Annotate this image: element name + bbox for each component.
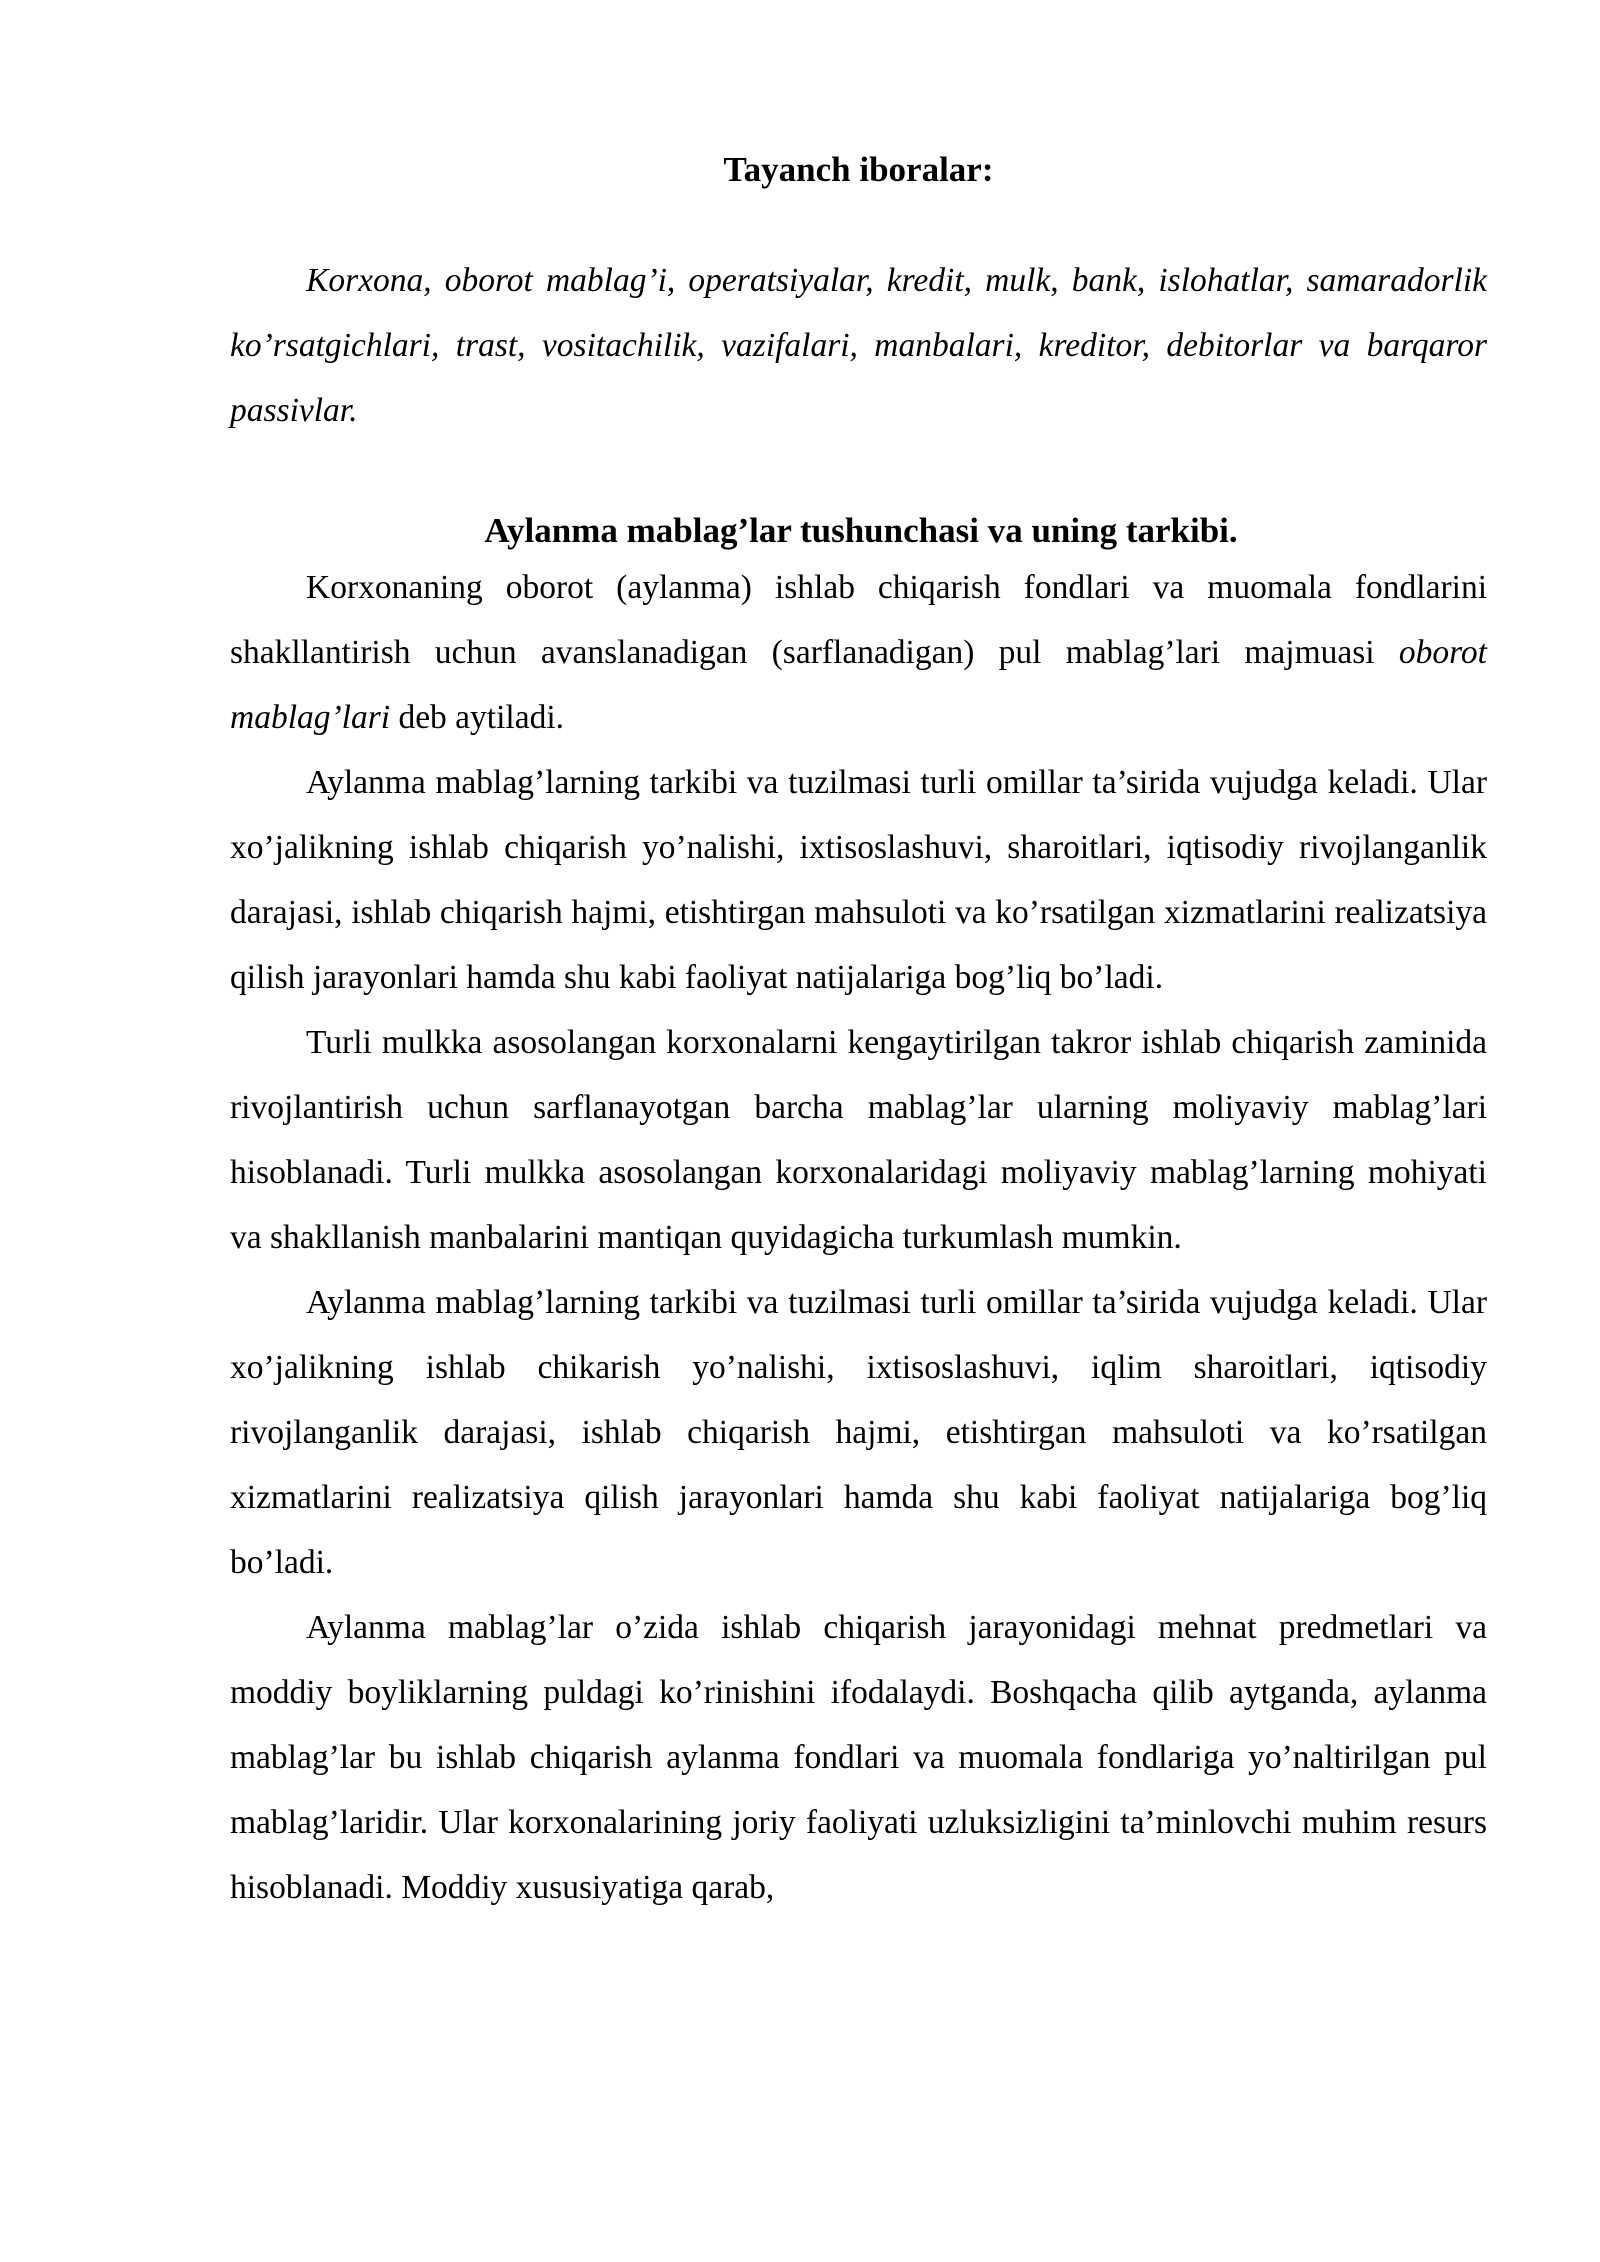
defined-term: oborot mablag’lari bbox=[230, 634, 1487, 736]
paragraph-structure-repeat: Aylanma mablag’larning tarkibi va tuzilmasi turli omillar ta’sirida vujudga keladi. Ular xo’jalikning ishlab chikarish yo’nalishi, ixtisoslashuvi, iqlim sharoitlari, iqtisodiy rivojlanganlik darajasi, ishlab chiqarish hajmi, etishtirgan mahsuloti va ko’rsatilgan xizmatlarini realizatsiya qilish jarayonlari hamda shu kabi faoliyat natijalariga bog’liq bo’ladi. bbox=[230, 1284, 1487, 1581]
paragraph-structure: Aylanma mablag’larning tarkibi va tuzilmasi turli omillar ta’sirida vujudga keladi. Ular xo’jalikning ishlab chiqarish yo’nalishi, ixtisoslashuvi, sharoitlari, iqtisodiy rivojlanganlik darajasi, ishlab chiqarish hajmi, etishtirgan mahsuloti va ko’rsatilgan xizmatlarini realizatsiya qilish jarayonlari hamda shu kabi faoliyat natijalariga bog’liq bo’ladi. bbox=[230, 764, 1487, 996]
paragraph-definition-end: deb aytiladi. bbox=[390, 699, 565, 736]
page-title: Tayanch iboralar: bbox=[723, 150, 994, 189]
keywords-paragraph: Korxona, oborot mablag’i, operatsiyalar, kredit, mulk, bank, islohatlar, samaradorlik ko’rsatgichlari, trast, vositachilik, vazifalari, manbalari, kreditor, debitorlar va barqaror passivlar. bbox=[230, 262, 1487, 429]
paragraph-working-capital: Aylanma mablag’lar o’zida ishlab chiqarish jarayonidagi mehnat predmetlari va moddiy boyliklarning puldagi ko’rinishini ifodalaydi. Boshqacha qilib aytganda, aylanma mablag’lar bu ishlab chiqarish aylanma fondlari va muomala fondlariga yo’naltirilgan pul mablag’laridir. Ular korxonalarining joriy faoliyati uzluksizligini ta’minlovchi muhim resurs hisoblanadi. Moddiy xususiyatiga qarab, bbox=[230, 1609, 1487, 1906]
section-heading: Aylanma mablag’lar tushunchasi va uning tarkibi. bbox=[484, 511, 1238, 550]
paragraph-financial-resources: Turli mulkka asosolangan korxonalarni kengaytirilgan takror ishlab chiqarish zaminida rivojlantirish uchun sarflanayotgan barcha mablag’lar ularning moliyaviy mablag’lari hisoblanadi. Turli mulkka asosolangan korxonalaridagi moliyaviy mablag’larning mohiyati va shakllanish manbalarini mantiqan quyidagicha turkumlash mumkin. bbox=[230, 1024, 1487, 1256]
paragraph-definition bbox=[230, 555, 1487, 750]
paragraph-definition-start: Korxonaning oborot (aylanma) ishlab chiqarish fondlari va muomala fondlarini shakllantirish uchun avanslanadigan (sarflanadigan) pul mablag’lari majmuasi bbox=[230, 569, 1487, 671]
document-page bbox=[230, 150, 1487, 1920]
